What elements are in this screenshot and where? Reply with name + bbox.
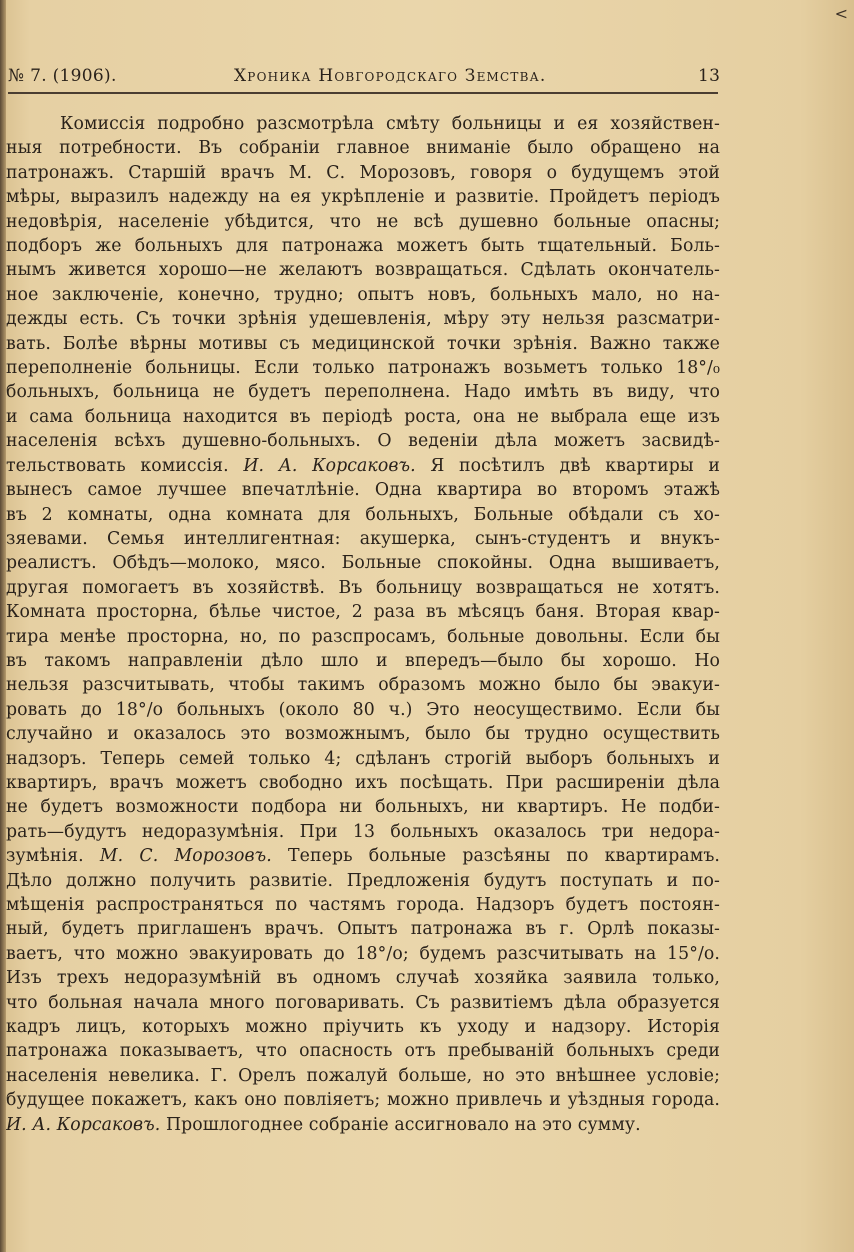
text-line: патронажъ. Старшій врачъ М. С. Морозовъ, говоря о будущемъ этой [6,162,720,183]
text-line: въ 2 комнаты, одна комната для больныхъ, Больные обѣдали съ хо- [6,504,720,525]
text-line: не будетъ возможности подбора ни больныхъ, ни квартиръ. Не подби- [6,797,720,818]
text-line: ное заключеніе, конечно, трудно; опытъ новъ, больныхъ мало, но на- [6,284,720,305]
text-line: переполненіе больницы. Если только патронажъ возьметъ только 18°/₀ [6,358,720,379]
text-fragment: тельствовать комиссія. [6,455,229,476]
text-fragment: зумѣнія. [6,846,84,867]
text-fragment: Теперь больные разсѣяны по квартирамъ. [288,846,720,867]
text-line: недовѣрія, населеніе убѣдится, что не всѣ душевно больные опасны; [6,211,720,232]
page-number: 13 [698,66,721,86]
text-line: нельзя разсчитывать, чтобы такимъ образомъ можно было бы эвакуи- [6,675,720,696]
speaker-name: И. А. Корсаковъ. [243,455,416,476]
text-line: квартиръ, врачъ можетъ свободно ихъ посѣщать. При расширеніи дѣла [6,772,720,793]
text-line: вынесъ самое лучшее впечатлѣніе. Одна квартира во второмъ этажѣ [6,480,720,501]
issue-number: № 7. (1906). [8,66,117,86]
text-line: нымъ живется хорошо—не желаютъ возвращаться. Сдѣлать окончатель- [6,260,720,281]
text-line: ваетъ, что можно эвакуировать до 18°/о; будемъ разсчитывать на 15°/о. [6,943,720,964]
text-line: тира менѣе просторна, но, по разспросамъ, больные довольны. Если бы [6,626,720,647]
text-line: ный, будетъ приглашенъ врачъ. Опытъ патронажа въ г. Орлѣ показы- [6,919,720,940]
text-line: Изъ трехъ недоразумѣній въ одномъ случаѣ хозяйка заявила только, [6,968,720,989]
text-line: кадръ лицъ, которыхъ можно пріучить къ уходу и надзору. Исторія [6,1017,720,1038]
text-line-with-speaker [6,1113,720,1137]
speaker-name: И. А. Корсаковъ. [6,1114,161,1135]
text-line: мѣщенія распространяться по частямъ города. Надзоръ будетъ постоян- [6,895,720,915]
journal-title: Хроника Новгородскаго Земства. [234,66,547,86]
text-line: реалистъ. Обѣдъ—молоко, мясо. Больные спокойны. Одна вышиваетъ, [6,553,720,574]
text-line: населенія всѣхъ душевно-больныхъ. О веденіи дѣла можетъ засвидѣ- [6,431,720,452]
text-line: ныя потребности. Въ собраніи главное вниманіе было обращено на [6,138,720,159]
running-header [8,64,720,92]
text-line: дежды есть. Съ точки зрѣнія удешевленія, мѣру эту нельзя разсматри- [6,309,720,330]
text-line: случайно и оказалось это возможнымъ, было бы трудно осуществить [6,724,720,745]
text-line-with-speaker [6,844,720,868]
header-rule [8,92,718,94]
text-line: и сама больница находится въ періодѣ роста, она не выбрала еще изъ [6,406,720,427]
text-line: ровать до 18°/о больныхъ (около 80 ч.) Это неосуществимо. Если бы [6,699,720,720]
text-line: надзоръ. Теперь семей только 4; сдѣланъ строгій выборъ больныхъ и [6,748,720,769]
text-line: Дѣло должно получить развитіе. Предложенія будутъ поступать и по- [6,870,720,891]
corner-mark: < [834,4,848,23]
text-line: патронажа показываетъ, что опасность отъ пребываній больныхъ среди [6,1041,720,1062]
text-line: другая помогаетъ въ хозяйствѣ. Въ больницу возвращаться не хотятъ. [6,577,720,598]
text-line: населенія невелика. Г. Орелъ пожалуй больше, но это внѣшнее условіе; [6,1065,720,1086]
speaker-name: М. С. Морозовъ. [99,846,272,867]
text-line: будущее покажетъ, какъ оно повліяетъ; можно привлечь и уѣздныя города. [6,1090,720,1111]
text-line: зяевами. Семья интеллигентная: акушерка, сынъ-студентъ и внукъ- [6,528,720,549]
text-fragment: Я посѣтилъ двѣ квартиры и [430,455,720,476]
text-fragment: Прошлогоднее собраніе ассигновало на это сумму. [165,1114,641,1135]
text-line: Комиссія подробно разсмотрѣла смѣту больницы и ея хозяйствен- [60,114,720,134]
text-line: вать. Болѣе вѣрны мотивы съ медицинской точки зрѣнія. Важно также [6,333,720,354]
body-text [6,112,720,1137]
text-line: больныхъ, больница не будетъ переполнена. Надо имѣть въ виду, что [6,382,720,403]
text-line: рать—будутъ недоразумѣнія. При 13 больныхъ оказалось три недора- [6,821,720,842]
text-line: мѣры, выразилъ надежду на ея укрѣпленіе и развитіе. Пройдетъ періодъ [6,187,720,208]
text-line-with-speaker [6,454,720,478]
text-line: въ такомъ направленіи дѣло шло и впередъ—было бы хорошо. Но [6,650,720,671]
text-line: Комната просторна, бѣлье чистое, 2 раза въ мѣсяцъ баня. Вторая квар- [6,602,720,623]
text-line: подборъ же больныхъ для патронажа можетъ быть тщательный. Боль- [6,236,720,257]
text-line: что больная начала много поговаривать. Съ развитіемъ дѣла образуется [6,992,720,1013]
